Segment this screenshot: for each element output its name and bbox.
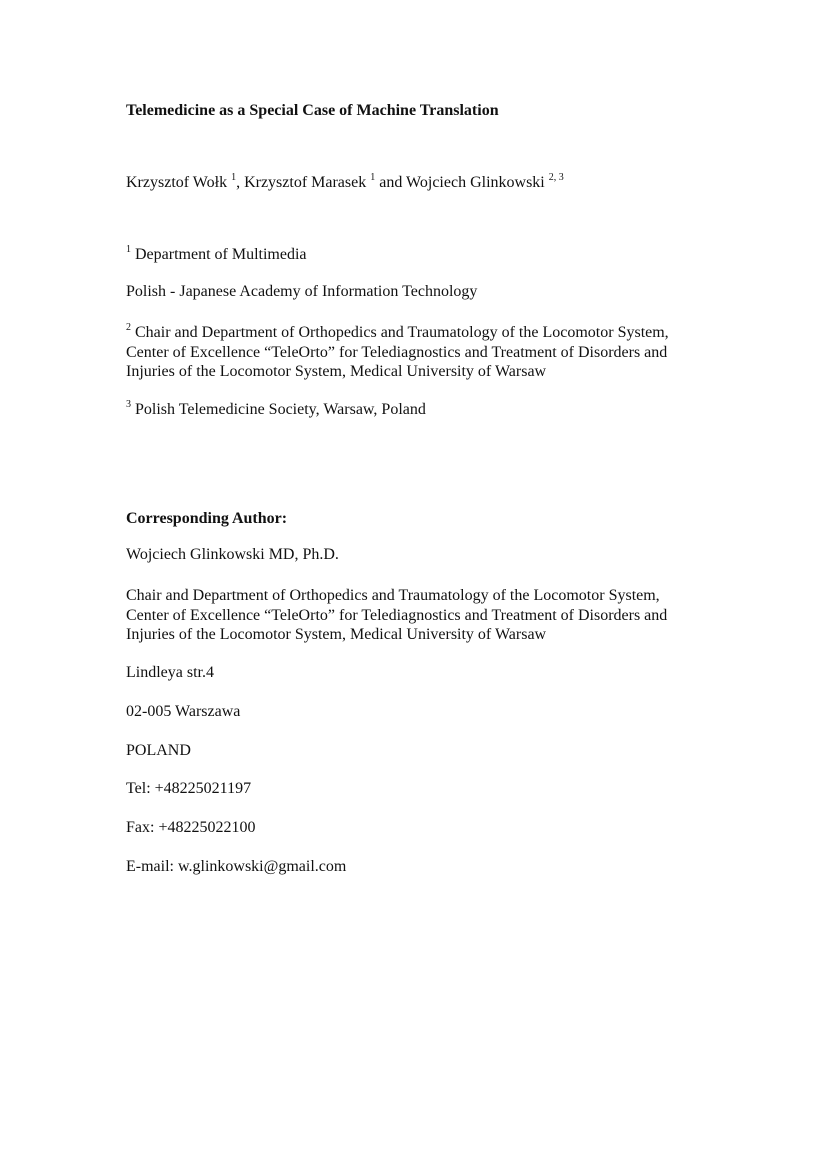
- affiliation-line: [126, 323, 669, 343]
- author-name: Krzysztof Wołk: [126, 174, 228, 191]
- author-affiliation-mark: 1: [231, 172, 237, 183]
- affiliation-number: 1: [126, 244, 131, 255]
- affiliation-text: Chair and Department of Orthopedics and Traumatology of the Locomotor System,: [126, 587, 660, 604]
- address-city: 02-005 Warszawa: [126, 703, 241, 720]
- affiliation-number: 2: [126, 322, 131, 333]
- affiliation-text: Injuries of the Locomotor System, Medical University of Warsaw: [126, 363, 547, 380]
- affiliation-text: Chair and Department of Orthopedics and Traumatology of the Locomotor System,: [135, 324, 669, 341]
- author-name: , Krzysztof Marasek: [236, 174, 367, 191]
- author-affiliation-mark: 2, 3: [548, 172, 564, 183]
- affiliation-text: Polish Telemedicine Society, Warsaw, Poland: [135, 401, 426, 418]
- contact-fax: Fax: +48225022100: [126, 819, 256, 836]
- corresponding-author-affiliation: [126, 586, 667, 645]
- affiliation-text: Injuries of the Locomotor System, Medical University of Warsaw: [126, 626, 547, 643]
- contact-telephone: Tel: +48225021197: [126, 780, 252, 797]
- paper-title: Telemedicine as a Special Case of Machine Translation: [126, 102, 499, 119]
- author-name: and Wojciech Glinkowski: [375, 174, 545, 191]
- affiliation-3: [126, 400, 426, 419]
- affiliation-text: Department of Multimedia: [135, 246, 307, 263]
- affiliation-text: Polish - Japanese Academy of Information Technology: [126, 283, 478, 300]
- affiliation-text: Center of Excellence “TeleOrto” for Telediagnostics and Treatment of Disorders and: [126, 343, 668, 361]
- affiliation-text: Center of Excellence “TeleOrto” for Telediagnostics and Treatment of Disorders and: [126, 606, 668, 624]
- affiliation-1: [126, 245, 307, 264]
- address-country: POLAND: [126, 742, 191, 759]
- author-list: [126, 173, 564, 192]
- address-street: Lindleya str.4: [126, 664, 214, 681]
- author-affiliation-mark: 1: [370, 172, 376, 183]
- affiliation-1-institution: [126, 282, 477, 301]
- corresponding-author-name: Wojciech Glinkowski MD, Ph.D.: [126, 546, 339, 563]
- contact-email: E-mail: w.glinkowski@gmail.com: [126, 858, 347, 875]
- corresponding-author-heading: Corresponding Author:: [126, 510, 288, 527]
- affiliation-2: [126, 323, 669, 382]
- affiliation-number: 3: [126, 399, 131, 410]
